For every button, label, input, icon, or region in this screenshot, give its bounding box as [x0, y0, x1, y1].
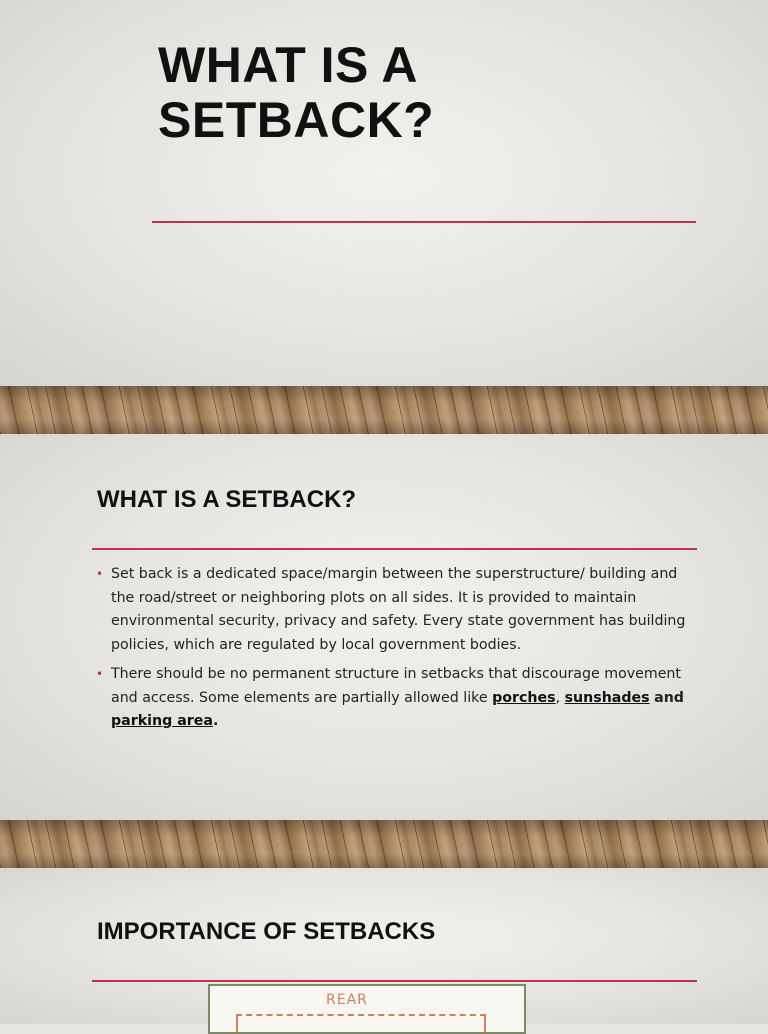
- comma: ,: [555, 689, 561, 706]
- list-item: [96, 663, 686, 734]
- slide-title: [0, 0, 768, 386]
- sunshades-link[interactable]: sunshades: [564, 689, 650, 706]
- diagram-label: REAR: [326, 992, 368, 1008]
- bullet-icon: •: [96, 567, 104, 581]
- slide-heading: WHAT IS A SETBACK?: [97, 486, 357, 513]
- slide-heading: IMPORTANCE OF SETBACKS: [97, 918, 436, 945]
- heading-divider: [92, 980, 697, 982]
- wood-floor-divider: [0, 386, 768, 434]
- title-divider: [152, 221, 696, 223]
- bullet-text: There should be no permanent structure in setbacks that discourage movement and access. Some elements are partially allowed like: [111, 666, 681, 706]
- parking-area-link[interactable]: parking area: [111, 713, 213, 729]
- list-item: [96, 563, 686, 657]
- bullet-list: [96, 563, 686, 740]
- and-word: and: [654, 689, 684, 706]
- wood-floor-divider: [0, 820, 768, 868]
- period: .: [213, 713, 219, 729]
- title-line-2: SETBACK?: [158, 92, 435, 148]
- porches-link[interactable]: porches: [492, 689, 556, 706]
- heading-divider: [92, 548, 697, 550]
- setback-diagram-image: [208, 984, 526, 1034]
- slide-title-heading: [158, 38, 434, 148]
- bullet-icon: •: [96, 667, 104, 681]
- bullet-text: Set back is a dedicated space/margin between the superstructure/ building and the road/street or neighboring plots on all sides. It is provided to maintain environmental security, privacy and safety. Every state government has building policies, which are regulated by local government bodies.: [111, 566, 686, 653]
- diagram-setback-line: [236, 1014, 486, 1034]
- title-line-1: WHAT IS A: [158, 37, 419, 93]
